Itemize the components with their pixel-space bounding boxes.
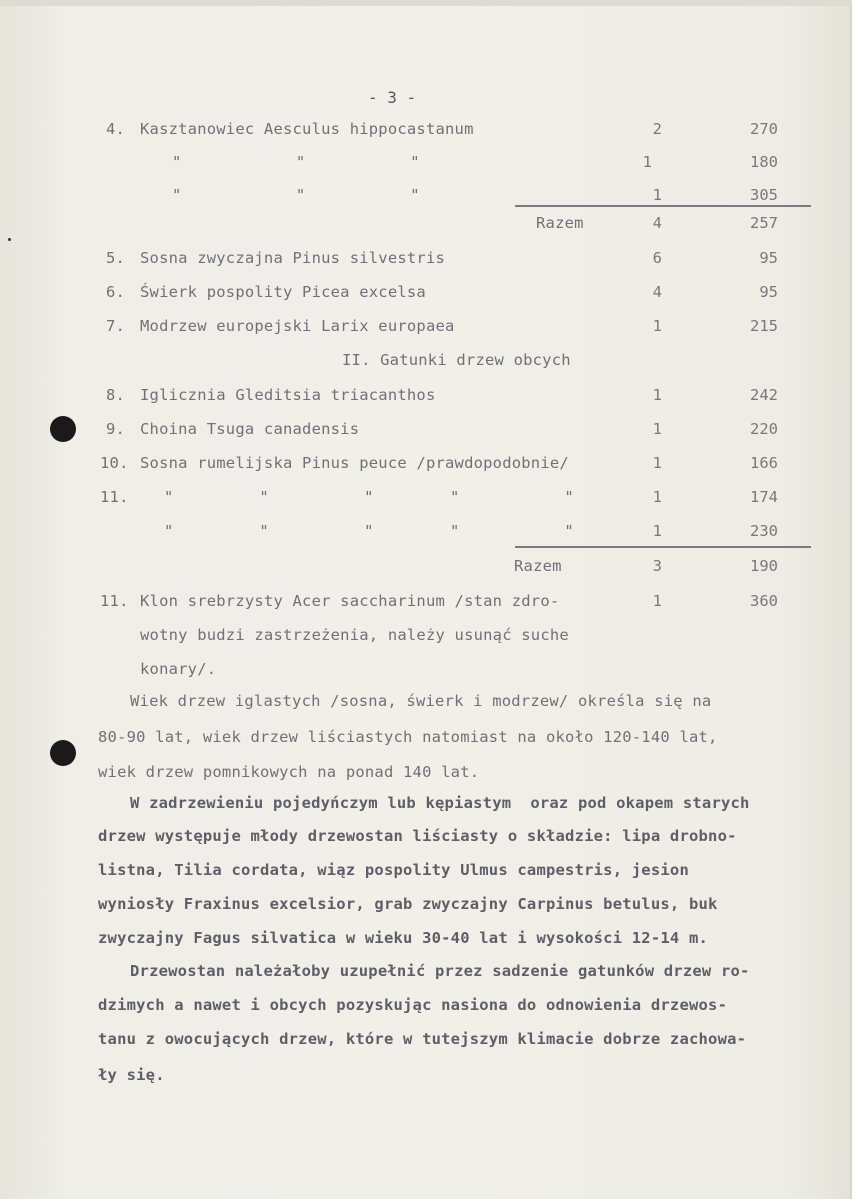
punch-hole-top <box>50 416 76 442</box>
row-count: 1 <box>652 592 662 610</box>
page-number: - 3 - <box>368 88 417 107</box>
row-name-continued: konary/. <box>140 660 217 678</box>
row-count: 1 <box>652 317 662 335</box>
row-age: 174 <box>750 488 778 506</box>
row-count: 1 <box>652 454 662 472</box>
row-number: 7. <box>106 317 126 335</box>
row-name: " " " <box>172 186 420 204</box>
sum-age: 257 <box>750 214 778 232</box>
row-name: Sosna rumelijska Pinus peuce /prawdopodobnie/ <box>140 454 569 472</box>
paragraph-line: zwyczajny Fagus silvatica w wieku 30-40 lat i wysokości 12-14 m. <box>98 929 709 947</box>
paragraph-line: 80-90 lat, wiek drzew liściastych natomiast na około 120-140 lat, <box>98 728 718 746</box>
sum-age: 190 <box>750 557 778 575</box>
row-number: 5. <box>106 249 126 267</box>
row-number: 11. <box>100 488 129 506</box>
paragraph-line: dzimych a nawet i obcych pozyskując nasiona do odnowienia drzewos- <box>98 996 728 1014</box>
sum-count: 4 <box>652 214 662 232</box>
paragraph-line: wiek drzew pomnikowych na ponad 140 lat. <box>98 763 480 781</box>
row-name: Modrzew europejski Larix europaea <box>140 317 455 335</box>
row-name: Kasztanowiec Aesculus hippocastanum <box>140 120 474 138</box>
row-age: 215 <box>750 317 778 335</box>
row-age: 305 <box>750 186 778 204</box>
row-name: " " " <box>172 153 420 171</box>
row-age: 230 <box>750 522 778 540</box>
paragraph-line: listna, Tilia cordata, wiąz pospolity Ulmus campestris, jesion <box>98 861 689 879</box>
row-age: 360 <box>750 592 778 610</box>
row-number: 8. <box>106 386 126 404</box>
speck-mark <box>8 238 11 241</box>
sum-rule <box>515 546 811 548</box>
row-count: 1 <box>642 153 652 171</box>
sum-label: Razem <box>536 214 584 232</box>
row-age: 95 <box>759 283 778 301</box>
row-count: 6 <box>652 249 662 267</box>
row-name: Sosna zwyczajna Pinus silvestris <box>140 249 446 267</box>
row-name: " " " " " <box>164 522 574 540</box>
row-age: 220 <box>750 420 778 438</box>
row-number: 11. <box>100 592 129 610</box>
row-number: 9. <box>106 420 126 438</box>
row-name-continued: wotny budzi zastrzeżenia, należy usunąć suche <box>140 626 569 644</box>
paragraph-line: W zadrzewieniu pojedyńczym lub kępiastym oraz pod okapem starych <box>130 794 750 812</box>
row-number: 6. <box>106 283 126 301</box>
row-count: 1 <box>652 420 662 438</box>
paragraph-line: ły się. <box>98 1066 165 1084</box>
row-count: 1 <box>652 386 662 404</box>
paragraph-line: tanu z owocujących drzew, które w tutejszym klimacie dobrze zachowa- <box>98 1030 747 1048</box>
row-count: 1 <box>652 186 662 204</box>
sum-count: 3 <box>652 557 662 575</box>
page-top-edge <box>0 0 852 6</box>
row-name: Choina Tsuga canadensis <box>140 420 360 438</box>
row-age: 180 <box>750 153 778 171</box>
sum-rule <box>515 205 811 207</box>
row-name: Świerk pospolity Picea excelsa <box>140 283 426 301</box>
section-heading: II. Gatunki drzew obcych <box>342 351 571 369</box>
paragraph-line: Drzewostan należałoby uzupełnić przez sadzenie gatunków drzew ro- <box>130 962 750 980</box>
row-number: 10. <box>100 454 129 472</box>
row-name: Klon srebrzysty Acer saccharinum /stan zdro- <box>140 592 560 610</box>
row-age: 95 <box>759 249 778 267</box>
punch-hole-bottom <box>50 740 76 766</box>
row-count: 4 <box>652 283 662 301</box>
paragraph-line: drzew występuje młody drzewostan liściasty o składzie: lipa drobno- <box>98 827 737 845</box>
row-count: 2 <box>652 120 662 138</box>
row-name: " " " " " <box>164 488 574 506</box>
sum-label: Razem <box>514 557 562 575</box>
row-count: 1 <box>652 522 662 540</box>
paragraph-line: wyniosły Fraxinus excelsior, grab zwyczajny Carpinus betulus, buk <box>98 895 718 913</box>
row-age: 242 <box>750 386 778 404</box>
row-number: 4. <box>106 120 126 138</box>
row-count: 1 <box>652 488 662 506</box>
row-name: Iglicznia Gleditsia triacanthos <box>140 386 436 404</box>
row-age: 166 <box>750 454 778 472</box>
row-age: 270 <box>750 120 778 138</box>
paragraph-line: Wiek drzew iglastych /sosna, świerk i modrzew/ określa się na <box>130 692 712 710</box>
